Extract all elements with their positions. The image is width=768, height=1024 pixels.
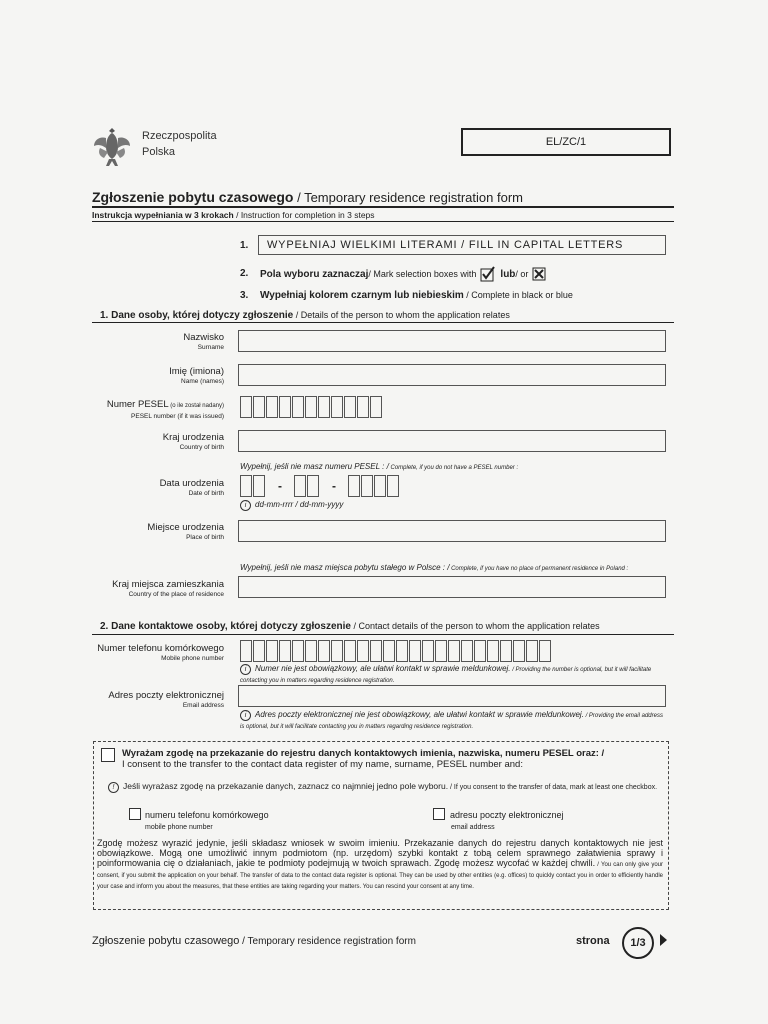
page-number: 1/3 <box>622 927 654 959</box>
step-3-pl: Wypełniaj kolorem czarnym lub niebieskim <box>260 290 464 301</box>
dob-cells[interactable] <box>240 475 400 497</box>
pesel-label-en: PESEL number (if it was issued) <box>131 413 224 420</box>
section-2-heading-en: / Contact details of the person to whom the application relates <box>351 621 600 631</box>
residence-note-pl: Wypełnij, jeśli nie masz miejsca pobytu stałego w Polsce : / <box>240 563 450 572</box>
phone-note-pl: Numer nie jest obowiązkowy, ale ułatwi kontakt w sprawie meldunkowej. <box>255 664 511 673</box>
phone-cells[interactable] <box>240 640 552 662</box>
email-label-en: Email address <box>182 702 224 709</box>
place-birth-label-en: Place of birth <box>186 534 224 541</box>
step-3-text <box>260 290 573 301</box>
phone-cell[interactable] <box>396 640 408 662</box>
pesel-cell[interactable] <box>279 396 291 418</box>
phone-cell[interactable] <box>331 640 343 662</box>
pesel-cell[interactable] <box>305 396 317 418</box>
phone-cell[interactable] <box>409 640 421 662</box>
country-residence-label-en: Country of the place of residence <box>128 591 224 598</box>
phone-cell[interactable] <box>292 640 304 662</box>
phone-cell[interactable] <box>487 640 499 662</box>
email-field[interactable] <box>238 685 666 707</box>
surname-label <box>183 332 224 353</box>
names-label <box>169 366 224 387</box>
pesel-cell[interactable] <box>344 396 356 418</box>
consent-email-label-en: email address <box>451 824 495 831</box>
pesel-label-pl: Numer PESEL <box>106 399 169 410</box>
pesel-cell[interactable] <box>266 396 278 418</box>
section-2-rule <box>92 634 674 635</box>
country-name <box>142 128 217 160</box>
info-icon: i <box>240 710 251 721</box>
step-2-or: / or <box>515 269 529 279</box>
dob-format: dd-mm-rrrr / dd-mm-yyyy <box>255 500 344 509</box>
phone-cell[interactable] <box>422 640 434 662</box>
country-birth-label-pl: Kraj urodzenia <box>162 432 224 443</box>
country-birth-label <box>163 432 224 453</box>
footer-title-pl: Zgłoszenie pobytu czasowego <box>92 935 240 947</box>
pesel-cell[interactable] <box>253 396 265 418</box>
country-residence-label <box>112 579 224 600</box>
dob-note <box>240 462 518 471</box>
dob-month-cell[interactable] <box>307 475 319 497</box>
surname-label-en: Surname <box>197 344 224 351</box>
phone-label-en: Mobile phone number <box>161 655 224 662</box>
phone-label <box>97 643 224 664</box>
dob-year-cell[interactable] <box>387 475 399 497</box>
phone-cell[interactable] <box>305 640 317 662</box>
email-note-en: / Providing the email address is optional, but it will facilitate contacting you in matters regarding residence registration. <box>240 713 663 730</box>
section-1-heading-pl: 1. Dane osoby, której dotyczy zgłoszenie <box>100 310 294 321</box>
consent-hint-pl: Jeśli wyrażasz zgodę na przekazanie danych, zaznacz co najmniej jedno pole wyboru. <box>123 781 449 791</box>
phone-cell[interactable] <box>526 640 538 662</box>
phone-cell[interactable] <box>474 640 486 662</box>
pesel-cell[interactable] <box>370 396 382 418</box>
polish-eagle-emblem-icon <box>92 124 132 168</box>
pesel-label-pl-small: (o ile został nadany) <box>168 403 224 409</box>
page-label: strona <box>576 935 610 947</box>
surname-field[interactable] <box>238 330 666 352</box>
consent-hint-en: / If you consent to the transfer of data, mark at least one checkbox. <box>448 784 658 791</box>
dob-year-cell[interactable] <box>348 475 360 497</box>
country-residence-field[interactable] <box>238 576 666 598</box>
phone-cell[interactable] <box>383 640 395 662</box>
dob-format-hint <box>240 500 343 511</box>
instructions-heading-pl: Instrukcja wypełniania w 3 krokach <box>92 210 234 220</box>
section-2-heading-pl: 2. Dane kontaktowe osoby, której dotyczy zgłoszenie <box>100 621 351 632</box>
consent-phone-checkbox[interactable] <box>129 808 141 820</box>
phone-cell[interactable] <box>266 640 278 662</box>
pesel-cell[interactable] <box>357 396 369 418</box>
step-3-number: 3. <box>240 290 249 301</box>
consent-paragraph-en: / You can only give your consent, if you submit the application on your behalf. The transfer of data to the contact data register is optional. They can be used by other entities (e.g. offices) to quickly contact you in order to efficiently handle your case and inform you about the measures, that these entities are taking regarding your matters. You can rescind your consent at any time. <box>97 862 664 890</box>
phone-cell[interactable] <box>513 640 525 662</box>
phone-cell[interactable] <box>370 640 382 662</box>
form-code: EL/ZC/1 <box>461 128 671 156</box>
email-note-pl: Adres poczty elektronicznej nie jest obowiązkowy, ale ułatwi kontakt w sprawie meldunkowej. <box>255 710 584 719</box>
step-2-lub: lub <box>500 268 516 280</box>
x-mark-example-icon <box>532 267 546 281</box>
section-1-heading <box>100 310 510 321</box>
dob-note-en: Complete, if you do not have a PESEL number : <box>388 465 519 471</box>
names-field[interactable] <box>238 364 666 386</box>
place-birth-field[interactable] <box>238 520 666 542</box>
consent-email-label: adresu poczty elektronicznej <box>450 810 564 820</box>
section-1-rule <box>92 322 674 323</box>
form-title-en: / Temporary residence registration form <box>293 190 523 205</box>
pesel-cell[interactable] <box>292 396 304 418</box>
country-birth-label-en: Country of birth <box>179 444 224 451</box>
phone-cell[interactable] <box>318 640 330 662</box>
pesel-label <box>107 399 224 422</box>
dob-month-cell[interactable] <box>294 475 306 497</box>
surname-label-pl: Nazwisko <box>183 332 224 343</box>
dob-day-cell[interactable] <box>240 475 252 497</box>
instructions-heading <box>92 210 375 220</box>
phone-cell[interactable] <box>435 640 447 662</box>
section-1-heading-en: / Details of the person to whom the application relates <box>293 310 510 320</box>
step-3-en: / Complete in black or blue <box>463 290 573 300</box>
phone-note-en: / Providing the number is optional, but it will facilitate contacting you in matters regarding residence registration. <box>240 667 652 684</box>
step-2-pl: Pola wyboru zaznaczaj <box>260 268 369 280</box>
email-note <box>240 710 664 730</box>
info-icon: ! <box>108 782 119 793</box>
residence-note-en: Complete, if you have no place of permanent residence in Poland : <box>449 566 629 572</box>
email-label-pl: Adres poczty elektronicznej <box>108 690 224 701</box>
consent-main-en: I consent to the transfer to the contact data register of my name, surname, PESEL number and: <box>122 759 523 770</box>
info-icon: i <box>240 500 251 511</box>
consent-main-pl: Wyrażam zgodę na przekazanie do rejestru danych kontaktowych imienia, nazwiska, numeru PESEL oraz: / <box>122 748 605 759</box>
consent-phone-label-en: mobile phone number <box>145 824 213 831</box>
dob-day-cell[interactable] <box>253 475 265 497</box>
country-birth-field[interactable] <box>238 430 666 452</box>
phone-note <box>240 664 664 684</box>
phone-cell[interactable] <box>279 640 291 662</box>
dob-year-cell[interactable] <box>374 475 386 497</box>
residence-note <box>240 563 628 572</box>
dob-note-pl: Wypełnij, jeśli nie masz numeru PESEL : / <box>240 462 389 471</box>
form-title <box>92 189 523 205</box>
country-line1: Rzeczpospolita <box>142 130 217 142</box>
pesel-cell[interactable] <box>331 396 343 418</box>
country-line2: Polska <box>142 146 176 158</box>
phone-cell[interactable] <box>344 640 356 662</box>
phone-cell[interactable] <box>357 640 369 662</box>
consent-phone-label: numeru telefonu komórkowego <box>145 810 269 820</box>
consent-checkbox[interactable] <box>101 748 115 762</box>
phone-cell[interactable] <box>539 640 551 662</box>
dob-label-pl: Data urodzenia <box>159 478 224 489</box>
dob-separator: - <box>332 479 336 493</box>
dob-label-en: Date of birth <box>188 490 224 497</box>
consent-hint <box>108 781 663 793</box>
step-2-en: / Mark selection boxes with <box>368 269 477 279</box>
pesel-cells[interactable] <box>240 396 383 418</box>
phone-cell[interactable] <box>448 640 460 662</box>
dob-label <box>160 478 224 499</box>
email-label <box>108 690 224 711</box>
next-page-arrow-icon[interactable] <box>660 934 667 946</box>
section-2-heading <box>100 621 600 632</box>
phone-cell[interactable] <box>253 640 265 662</box>
dob-separator: - <box>278 479 282 493</box>
checkmark-example-icon <box>480 266 496 282</box>
consent-paragraph <box>97 838 663 891</box>
footer-title-en: / Temporary residence registration form <box>239 936 416 947</box>
footer-title <box>92 935 416 947</box>
consent-paragraph-pl: Zgodę możesz wyrazić jedynie, jeśli składasz wniosek w swoim imieniu. Przekazanie danych do rejestru danych kontaktowych nie jest obowiązkowe. Mogą one umożliwić innym podmiotom (np. urzędom) szybki kontakt z tobą celem sprawnego załatwienia sprawy i poinformowania cię o działaniach, jakie te podmioty podejmują w twoich sprawach. Zgodę możesz wycofać w każdej chwili. <box>97 838 663 868</box>
country-residence-label-pl: Kraj miejsca zamieszkania <box>112 579 224 590</box>
pesel-cell[interactable] <box>318 396 330 418</box>
info-icon: i <box>240 664 251 675</box>
form-title-pl: Zgłoszenie pobytu czasowego <box>92 189 294 205</box>
consent-main-text <box>122 748 662 770</box>
title-rule <box>92 206 674 208</box>
consent-email-checkbox[interactable] <box>433 808 445 820</box>
step-2-number: 2. <box>240 268 249 279</box>
phone-cell[interactable] <box>461 640 473 662</box>
phone-label-pl: Numer telefonu komórkowego <box>97 643 224 654</box>
phone-cell[interactable] <box>500 640 512 662</box>
dob-year-cell[interactable] <box>361 475 373 497</box>
phone-cell[interactable] <box>240 640 252 662</box>
step-1-number: 1. <box>240 240 249 251</box>
instructions-rule <box>92 221 674 222</box>
place-birth-label <box>147 522 224 543</box>
instructions-heading-en: / Instruction for completion in 3 steps <box>233 210 375 220</box>
names-label-pl: Imię (imiona) <box>169 366 224 377</box>
names-label-en: Name (names) <box>181 378 224 385</box>
place-birth-label-pl: Miejsce urodzenia <box>147 522 224 533</box>
step-1-capital-letters-box: WYPEŁNIAJ WIELKIMI LITERAMI / FILL IN CAPITAL LETTERS <box>258 235 666 255</box>
step-2-text <box>260 266 546 282</box>
pesel-cell[interactable] <box>240 396 252 418</box>
